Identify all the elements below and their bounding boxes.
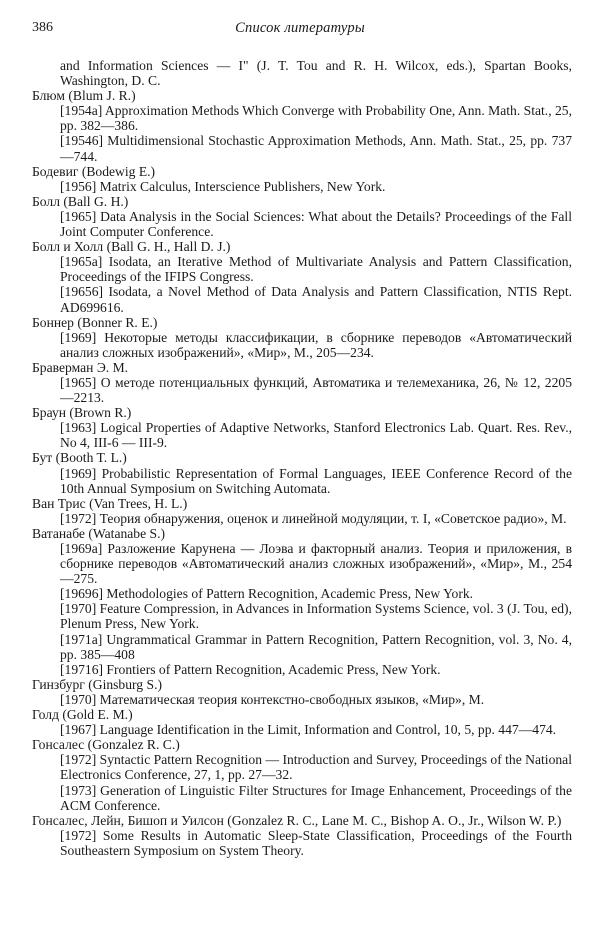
author-heading: Ватанабе (Watanabe S.) bbox=[32, 525, 166, 541]
author-heading: Гинзбург (Ginsburg S.) bbox=[32, 676, 162, 692]
reference-entry: [1954a] Approximation Methods Which Converge with Probability One, Ann. Math. Stat., 25, pp. 382—386. bbox=[60, 103, 572, 134]
author-heading: Ван Трис (Van Trees, H. L.) bbox=[32, 495, 188, 511]
reference-entry: [1970] Математическая теория контекстно-свободных языков, «Мир», М. bbox=[60, 691, 485, 707]
author-heading: Бoннер (Bonner R. E.) bbox=[32, 314, 158, 330]
author-heading: Болл (Ball G. H.) bbox=[32, 193, 129, 209]
reference-entry: and Information Sciences — I" (J. T. Tou and R. H. Wilcox, eds.), Spartan Books, Washington, D. C. bbox=[60, 58, 572, 89]
reference-entry: [1967] Language Identification in the Limit, Information and Control, 10, 5, pp. 447—474. bbox=[60, 722, 557, 738]
page-header bbox=[32, 20, 568, 42]
page-number: 386 bbox=[32, 20, 53, 35]
reference-entry: [1972] Теория обнаружения, оценок и линейной модуляции, т. I, «Советское радио», М. bbox=[60, 510, 567, 526]
author-heading: Болл и Холл (Ball G. H., Hall D. J.) bbox=[32, 239, 231, 255]
author-heading: Браверман Э. М. bbox=[32, 359, 129, 375]
reference-entry: [19656] Isodata, a Novel Method of Data Analysis and Pattern Classification, NTIS Rept. AD699616. bbox=[60, 284, 572, 315]
reference-entry: [1973] Generation of Linguistic Filter Structures for Image Enhancement, Proceedings of the ACM Conference. bbox=[60, 782, 572, 813]
author-heading: Гонсалес, Лейн, Бишоп и Уилсон (Gonzalez R. C., Lane M. C., Bishop A. O., Jr., Wilson W. P.) bbox=[32, 812, 562, 828]
reference-entry: [1969] Probabilistic Representation of Formal Languages, IEEE Conference Record of the 10th Annual Symposium on Switching Automata. bbox=[60, 465, 572, 496]
reference-entry: [19696] Methodologies of Pattern Recognition, Academic Press, New York. bbox=[60, 586, 474, 602]
author-heading: Блюм (Blum J. R.) bbox=[32, 88, 136, 104]
reference-entry: [1965] Data Analysis in the Social Sciences: What about the Details? Proceedings of the Fall Joint Computer Conference. bbox=[60, 208, 572, 240]
author-heading: Браун (Brown R.) bbox=[32, 405, 132, 421]
reference-entry: [1965a] Isodata, an Iterative Method of Multivariate Analysis and Pattern Classification, Proceedings of the IFIPS Congress. bbox=[60, 254, 572, 285]
reference-entry: [1965] О методе потенциальных функций, Автоматика и телемеханика, 26, № 12, 2205—2213. bbox=[60, 374, 572, 406]
reference-entry: [1971a] Ungrammatical Grammar in Pattern Recognition, Pattern Recognition, vol. 3, No. 4, pp. 385—408 bbox=[60, 631, 572, 662]
reference-entry: [19546] Multidimensional Stochastic Approximation Methods, Ann. Math. Stat., 25, pp. 737—744. bbox=[60, 133, 572, 164]
reference-entry: [1970] Feature Compression, in Advances in Information Systems Science, vol. 3 (J. Tou, ed), Plenum Press, New York. bbox=[60, 601, 572, 632]
reference-entry: [1972] Syntactic Pattern Recognition — Introduction and Survey, Proceedings of the National Electronics Conference, 27, 1, pp. 27—32. bbox=[60, 752, 572, 783]
running-title: Список литературы bbox=[235, 20, 365, 36]
reference-entry: [19716] Frontiers of Pattern Recognition, Academic Press, New York. bbox=[60, 661, 441, 677]
author-heading: Гонсалес (Gonzalez R. C.) bbox=[32, 737, 180, 753]
reference-entry: [1963] Logical Properties of Adaptive Networks, Stanford Electronics Lab. Quart. Res. Rev., No 4, III-6 — III-9. bbox=[60, 420, 572, 451]
reference-entry: [1972] Some Results in Automatic Sleep-State Classification, Proceedings of the Fourth Southeastern Symposium on System Theory. bbox=[60, 827, 572, 858]
author-heading: Голд (Gold E. M.) bbox=[32, 707, 133, 723]
reference-entry: [1956] Matrix Calculus, Interscience Publishers, New York. bbox=[60, 178, 386, 194]
author-heading: Бодевиг (Bodewig E.) bbox=[32, 163, 156, 179]
bibliography-list bbox=[32, 58, 572, 858]
reference-entry: [1969a] Разложение Карунена — Лоэва и факторный анализ. Теория и приложения, в сборнике переводов «Автоматический анализ сложных изображений», «Мир», М., 254—275. bbox=[60, 541, 572, 587]
author-heading: Бут (Booth T. L.) bbox=[32, 450, 127, 466]
reference-entry: [1969] Некоторые методы классификации, в сборнике переводов «Автоматический анализ сложных изображений», «Мир», М., 205—234. bbox=[60, 329, 572, 360]
